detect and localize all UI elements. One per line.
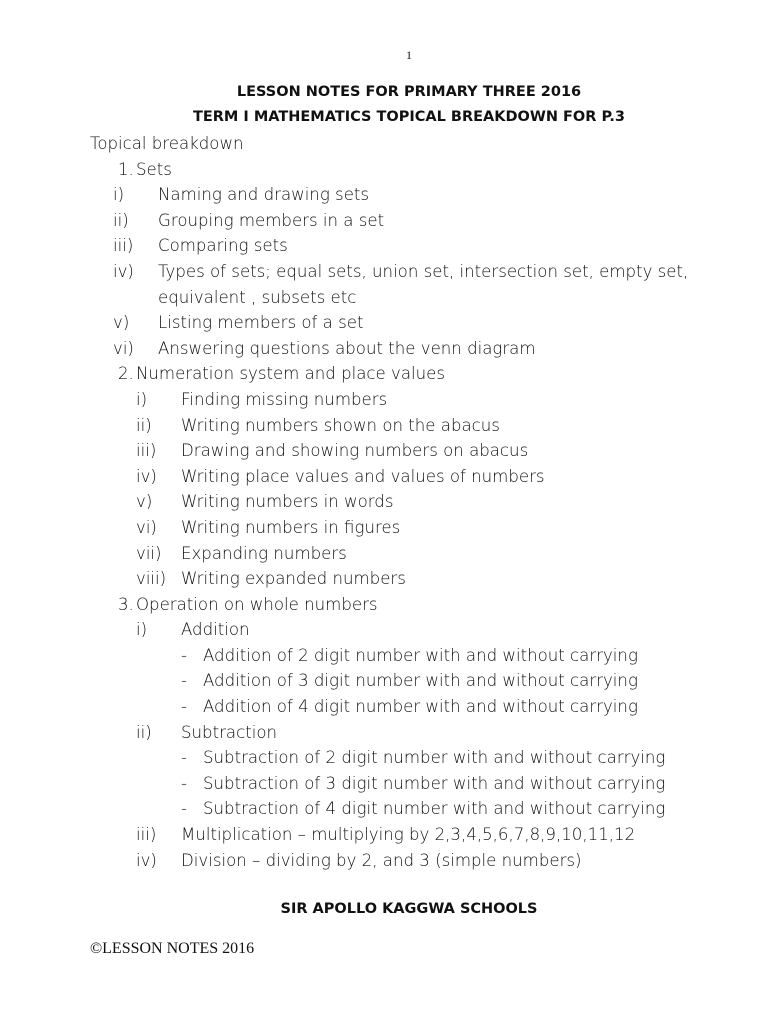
outline-line <box>0 336 768 362</box>
outline-line <box>0 668 768 694</box>
outline-text: Comparing sets <box>158 236 288 256</box>
outline-text: Finding missing numbers <box>181 389 388 409</box>
outline-marker: iii) <box>113 236 134 256</box>
document-subtitle: TERM I MATHEMATICS TOPICAL BREAKDOWN FOR P.3 <box>192 109 626 125</box>
outline-marker: - <box>181 645 187 665</box>
outline-marker: i) <box>136 389 148 409</box>
outline-text: Subtraction <box>181 722 277 742</box>
outline-text: Subtraction of 3 digit number with and without carrying <box>203 773 666 793</box>
outline-text: Division – dividing by 2, and 3 (simple numbers) <box>181 850 582 870</box>
school-name: SIR APOLLO KAGGWA SCHOOLS <box>280 901 538 917</box>
topic-list <box>0 131 768 873</box>
outline-line <box>0 694 768 720</box>
outline-line <box>0 848 768 874</box>
outline-text: Answering questions about the venn diagram <box>158 338 536 358</box>
outline-line <box>0 131 768 157</box>
outline-line <box>0 413 768 439</box>
outline-line <box>0 822 768 848</box>
document-title: LESSON NOTES FOR PRIMARY THREE 2016 <box>236 84 582 100</box>
outline-marker: 1. <box>118 159 134 179</box>
outline-marker: - <box>181 697 187 717</box>
outline-line <box>0 464 768 490</box>
outline-line <box>0 771 768 797</box>
outline-line <box>0 745 768 771</box>
outline-text: Writing numbers shown on the abacus <box>181 415 500 435</box>
outline-marker: - <box>181 773 187 793</box>
outline-line <box>0 720 768 746</box>
outline-marker: vi) <box>136 517 157 537</box>
page-number: 1 <box>406 48 412 62</box>
outline-line <box>0 259 768 285</box>
outline-line <box>0 489 768 515</box>
outline-text: Writing place values and values of numbers <box>181 466 545 486</box>
outline-marker: ii) <box>136 415 152 435</box>
outline-line <box>0 592 768 618</box>
outline-text: Subtraction of 4 digit number with and without carrying <box>203 799 666 819</box>
outline-marker: iv) <box>136 850 157 870</box>
outline-text: Naming and drawing sets <box>158 185 370 205</box>
outline-text: Drawing and showing numbers on abacus <box>181 441 529 461</box>
copyright-notice: ©LESSON NOTES 2016 <box>90 940 255 957</box>
outline-marker: ii) <box>136 722 152 742</box>
outline-line <box>0 438 768 464</box>
outline-line <box>0 233 768 259</box>
outline-text: Addition of 4 digit number with and without carrying <box>203 697 638 717</box>
outline-line <box>0 796 768 822</box>
outline-marker: - <box>181 671 187 691</box>
outline-marker: iv) <box>136 466 157 486</box>
outline-line <box>0 387 768 413</box>
outline-line <box>0 285 768 311</box>
outline-marker: vi) <box>113 338 134 358</box>
outline-marker: i) <box>136 620 148 640</box>
outline-marker: ii) <box>113 210 129 230</box>
outline-marker: 3. <box>118 594 134 614</box>
outline-marker: viii) <box>136 569 167 589</box>
outline-text: Numeration system and place values <box>136 364 446 384</box>
outline-text: Addition <box>181 620 250 640</box>
outline-text: Grouping members in a set <box>158 210 385 230</box>
outline-text: equivalent , subsets etc <box>158 287 357 307</box>
outline-text: Addition of 2 digit number with and without carrying <box>203 645 638 665</box>
outline-text: Sets <box>136 159 172 179</box>
outline-marker: 2. <box>118 364 134 384</box>
outline-marker: vii) <box>136 543 162 563</box>
outline-text: Writing numbers in figures <box>181 517 401 537</box>
outline-line <box>0 208 768 234</box>
outline-marker: v) <box>113 313 130 333</box>
outline-line <box>0 617 768 643</box>
outline-marker: - <box>181 799 187 819</box>
outline-marker: i) <box>113 185 125 205</box>
outline-line <box>0 361 768 387</box>
outline-text: Writing expanded numbers <box>181 569 406 589</box>
outline-marker: v) <box>136 492 153 512</box>
outline-marker: - <box>181 748 187 768</box>
outline-text: Listing members of a set <box>158 313 364 333</box>
outline-text: Writing numbers in words <box>181 492 394 512</box>
outline-text: Expanding numbers <box>181 543 347 563</box>
outline-text: Operation on whole numbers <box>136 594 378 614</box>
outline-text: Subtraction of 2 digit number with and without carrying <box>203 748 666 768</box>
outline-line <box>0 182 768 208</box>
outline-text: Types of sets; equal sets, union set, intersection set, empty set, <box>158 261 689 281</box>
outline-marker: iii) <box>136 825 157 845</box>
outline-line <box>0 541 768 567</box>
outline-text: Multiplication – multiplying by 2,3,4,5,6,7,8,9,10,11,12 <box>181 825 636 845</box>
outline-line <box>0 157 768 183</box>
outline-line <box>0 643 768 669</box>
outline-text: Addition of 3 digit number with and without carrying <box>203 671 638 691</box>
outline-line <box>0 515 768 541</box>
outline-text: Topical breakdown <box>90 134 244 153</box>
outline-line <box>0 310 768 336</box>
outline-marker: iii) <box>136 441 157 461</box>
outline-marker: iv) <box>113 261 134 281</box>
outline-line <box>0 566 768 592</box>
